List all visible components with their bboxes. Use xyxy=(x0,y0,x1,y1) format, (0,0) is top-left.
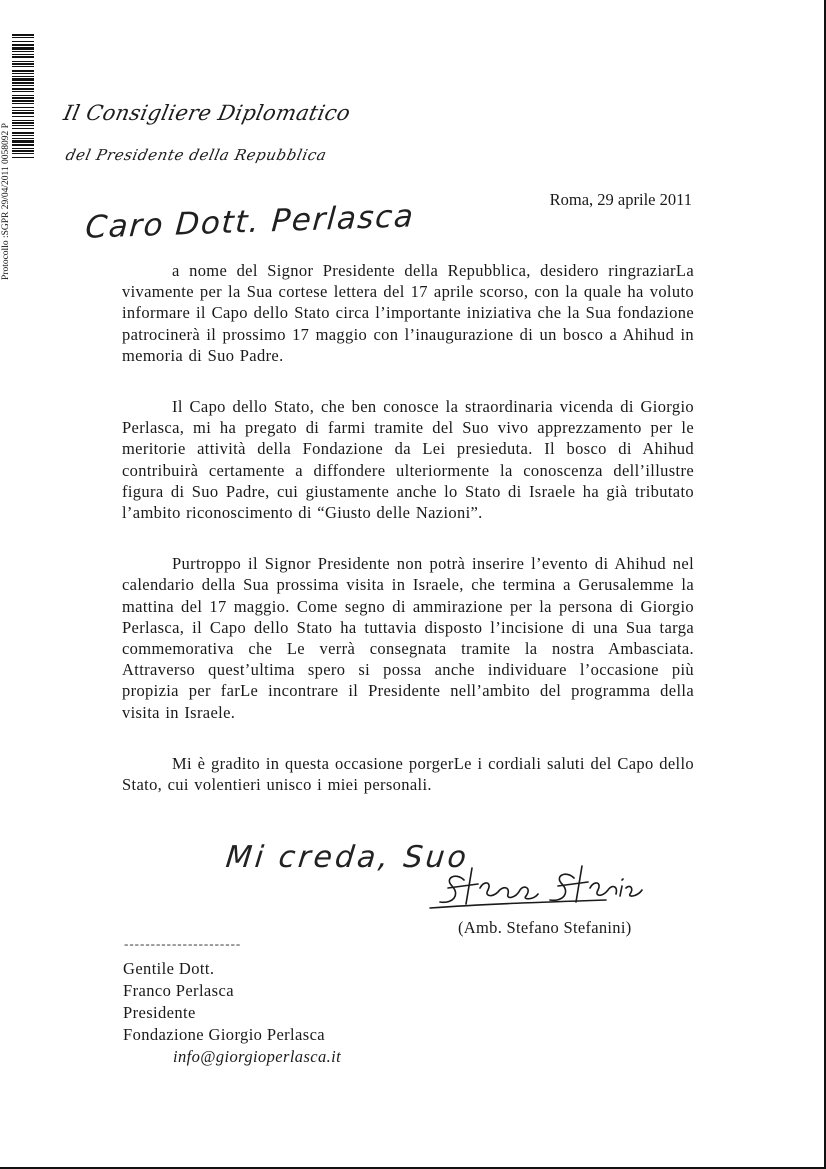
recipient-name: Franco Perlasca xyxy=(123,981,234,1000)
letterhead-subtitle: del Presidente della Repubblica xyxy=(64,146,329,164)
recipient-salutation: Gentile Dott. xyxy=(123,959,215,978)
recipient-block xyxy=(123,958,341,1068)
letter-body xyxy=(122,260,694,795)
signature-image xyxy=(426,858,656,918)
letter-date: Roma, 29 aprile 2011 xyxy=(549,190,692,209)
handwritten-closing: Mi creda, Suo xyxy=(224,840,471,875)
paragraph-2: Il Capo dello Stato, che ben conosce la straordinaria vicenda di Giorgio Perlasca, mi ha pregato di farmi tramite del Suo vivo apprezzamento per le meritorie attività della Fondazione da Lei presieduta. Il bosco di Ahihud contribuirà certamente a diffondere ulteriormente la conoscenza dell’illustre figura di Suo Padre, cui giustamente anche lo Stato di Israele ha già tributato l’ambito riconoscimento di “Giusto delle Nazioni”. xyxy=(122,397,694,523)
paragraph-3: Purtroppo il Signor Presidente non potrà inserire l’evento di Ahihud nel calendario della Sua prossima visita in Israele, che termina a Gerusalemme la mattina del 17 maggio. Come segno di ammirazione per la persona di Giorgio Perlasca, il Capo dello Stato ha tuttavia disposto l’incisione di una Sua targa commemorativa che Le verrà consegnata tramite la nostra Ambasciata. Attraverso quest’ultima spero si possa anche individuare l’occasione più propizia per farLe incontrare il Presidente nell’ambito del programma della visita in Israele. xyxy=(122,554,694,722)
letterhead xyxy=(61,100,364,168)
paragraph-4: Mi è gradito in questa occasione porgerLe i cordiali saluti del Capo dello Stato, cui volentieri unisco i miei personali. xyxy=(122,753,694,795)
handwritten-greeting: Caro Dott. Perlasca xyxy=(84,198,416,246)
recipient-email[interactable]: info@giorgioperlasca.it xyxy=(173,1047,342,1066)
letterhead-title: Il Consigliere Diplomatico xyxy=(61,101,353,125)
recipient-role: Presidente xyxy=(123,1003,196,1022)
barcode-image xyxy=(12,34,34,268)
recipient-organization: Fondazione Giorgio Perlasca xyxy=(123,1025,326,1044)
signer-name: (Amb. Stefano Stefanini) xyxy=(458,918,632,937)
paragraph-1: a nome del Signor Presidente della Repubblica, desidero ringraziarLa vivamente per la Sua cortese lettera del 17 aprile scorso, con la quale ha voluto informare il Capo dello Stato circa l’importante iniziativa che la Sua fondazione patrocinerà il prossimo 17 maggio con l’inaugurazione di un bosco a Ahihud in memoria di Suo Padre. xyxy=(122,261,694,365)
protocol-stamp: Protocollo :SGPR 29/04/2011 0058092 P xyxy=(1,123,11,280)
separator-line: ---------------------- xyxy=(124,936,242,951)
